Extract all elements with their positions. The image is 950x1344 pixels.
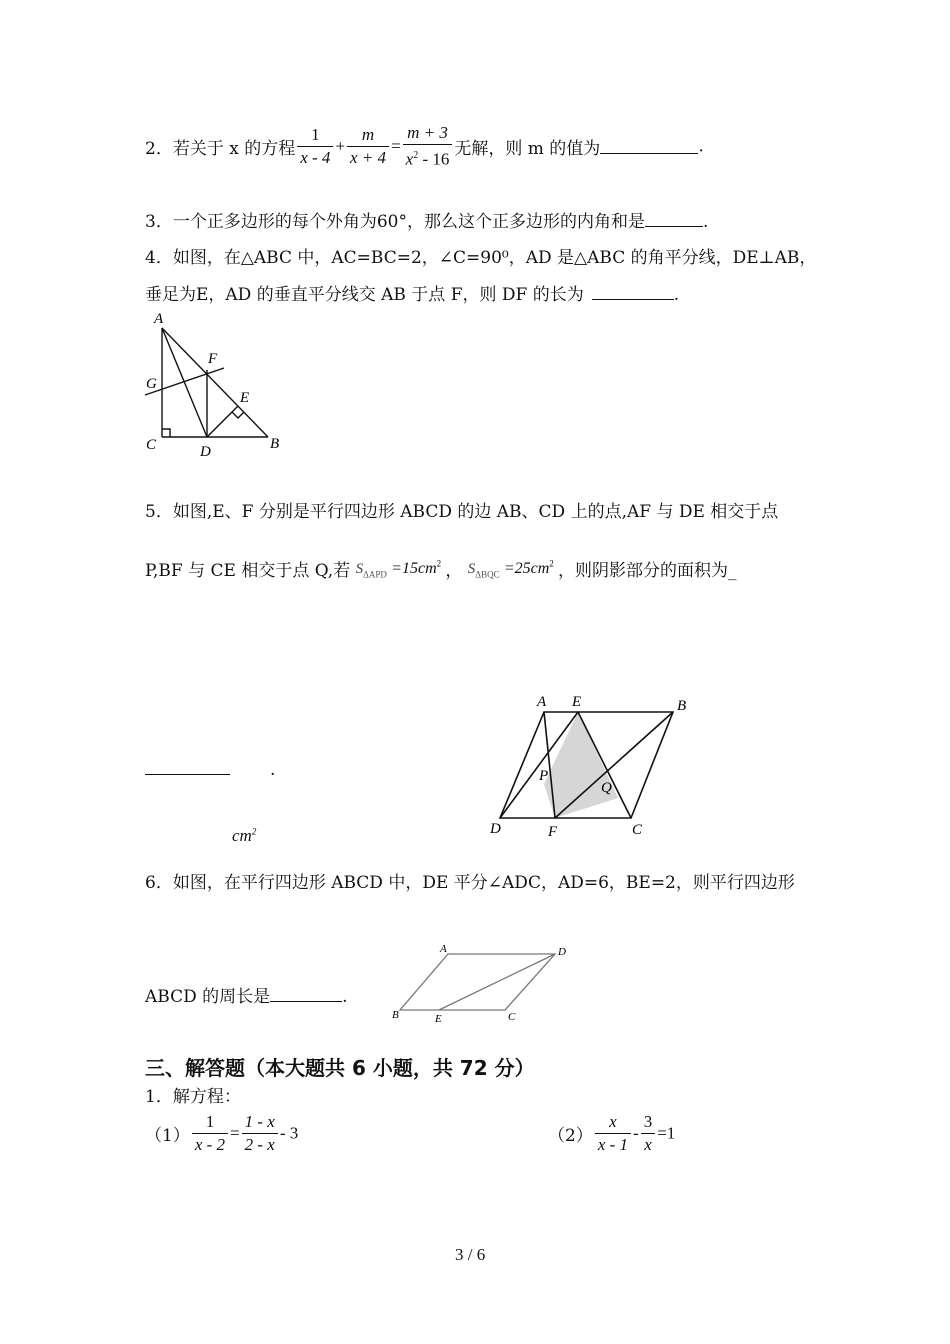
perpendicular-bisector bbox=[145, 368, 224, 395]
label-a: A bbox=[440, 943, 447, 955]
label-p: P bbox=[539, 768, 549, 784]
q4-answer-blank[interactable] bbox=[592, 285, 674, 300]
label-e: E bbox=[240, 390, 250, 406]
q2-prefix: 2．若关于 x 的方程 bbox=[145, 138, 296, 159]
right-angle-mark-c bbox=[162, 429, 170, 437]
segment-de bbox=[207, 406, 238, 437]
section-3-heading: 三、解答题（本大题共 6 小题，共 72 分） bbox=[145, 1056, 535, 1080]
label-g: G bbox=[146, 376, 157, 392]
label-c: C bbox=[632, 822, 643, 838]
label-b: B bbox=[270, 436, 280, 452]
q2-line: 2．若关于 x 的方程 $\frac{1}{x - 4}$ + $\frac{m}{x + 4}$ = $\frac{m + 3}{x^2 - 16}$ 无解，则 m 的值为 . bbox=[145, 123, 704, 169]
q2-fraction-2: $\frac{m}{x + 4}$ bbox=[347, 124, 389, 169]
q6-line-1: 6．如图，在平行四边形 ABCD 中，DE 平分∠ADC，AD=6，BE=2，则平行四边形 bbox=[145, 873, 795, 893]
q6-line-2: ABCD 的周长是 . bbox=[145, 987, 348, 1007]
parallelogram-abcd bbox=[400, 954, 555, 1010]
label-d: D bbox=[490, 821, 501, 837]
label-f: F bbox=[208, 351, 218, 367]
area-apd: $S_{\Delta APD} =15cm^2$ bbox=[355, 558, 442, 580]
q5-answer-blank[interactable] bbox=[145, 760, 230, 775]
s1p1-fraction-1: $\frac{1}{x - 2}$ bbox=[192, 1111, 228, 1156]
page-number: 3 / 6 bbox=[455, 1245, 486, 1264]
label-a: A bbox=[154, 311, 164, 327]
label-e: E bbox=[435, 1013, 442, 1025]
label-b: B bbox=[392, 1009, 399, 1021]
shaded-region bbox=[544, 712, 618, 818]
label-e: E bbox=[572, 694, 582, 710]
q2-fraction-3: $\frac{m + 3}{x^2 - 16}$ bbox=[403, 122, 453, 171]
s1-title: 1．解方程： bbox=[145, 1087, 241, 1107]
q5-unit: $cm^2$ bbox=[232, 826, 257, 845]
q3-answer-blank[interactable] bbox=[645, 212, 703, 227]
segment-de bbox=[439, 954, 555, 1010]
q5-answer-line: . bbox=[145, 760, 275, 780]
segment-ab bbox=[162, 328, 268, 437]
s1-part-2: （2） $\frac{x}{x - 1}$ - $\frac{3}{x}$ =1 bbox=[548, 1112, 676, 1154]
label-d: D bbox=[200, 444, 211, 460]
q5-parallelogram-figure bbox=[485, 688, 700, 843]
q4-triangle-figure bbox=[140, 308, 290, 463]
q5-line-2: P,BF 与 CE 相交于点 Q,若 $S_{\Delta APD} =15cm^2$ ， $S_{\Delta BQC} =25cm^2$ ，则阴影部分的面积为_ bbox=[145, 558, 737, 581]
q2-fraction-1: $\frac{1}{x - 4}$ bbox=[297, 124, 333, 169]
right-angle-mark-e bbox=[232, 412, 244, 418]
s1p1-fraction-2: $\frac{1 - x}{2 - x}$ bbox=[242, 1111, 278, 1156]
q4-line-2: 垂足为E，AD 的垂直平分线交 AB 于点 F，则 DF 的长为 . bbox=[145, 285, 680, 305]
q6-parallelogram-figure bbox=[390, 940, 575, 1025]
q5-line-1: 5．如图,E、F 分别是平行四边形 ABCD 的边 AB、CD 上的点,AF 与 DE 相交于点 bbox=[145, 502, 779, 522]
label-a: A bbox=[537, 694, 547, 710]
s1p2-fraction-2: $\frac{3}{x}$ bbox=[641, 1111, 656, 1156]
segment-ad bbox=[162, 328, 207, 437]
s1-part-1: （1） $\frac{1}{x - 2}$ = $\frac{1 - x}{2 - x}$ - 3 bbox=[145, 1112, 299, 1154]
q4-line-1: 4．如图，在△ABC 中，AC=BC=2，∠C=90⁰，AD 是△ABC 的角平分线，DE⊥AB， bbox=[145, 248, 817, 268]
label-c: C bbox=[146, 437, 157, 453]
area-bqc: $S_{\Delta BQC} =25cm^2$ bbox=[467, 558, 554, 580]
s1p2-fraction-1: $\frac{x}{x - 1}$ bbox=[595, 1111, 631, 1156]
label-c: C bbox=[508, 1011, 516, 1023]
label-d: D bbox=[558, 946, 566, 958]
label-q: Q bbox=[601, 780, 612, 796]
q2-suffix: 无解，则 m 的值为 bbox=[454, 138, 601, 159]
label-f: F bbox=[548, 824, 558, 840]
q2-answer-blank[interactable] bbox=[600, 139, 698, 154]
label-b: B bbox=[677, 698, 687, 714]
q6-answer-blank[interactable] bbox=[270, 987, 342, 1002]
q3-line: 3．一个正多边形的每个外角为60°，那么这个正多边形的内角和是 . bbox=[145, 212, 709, 232]
